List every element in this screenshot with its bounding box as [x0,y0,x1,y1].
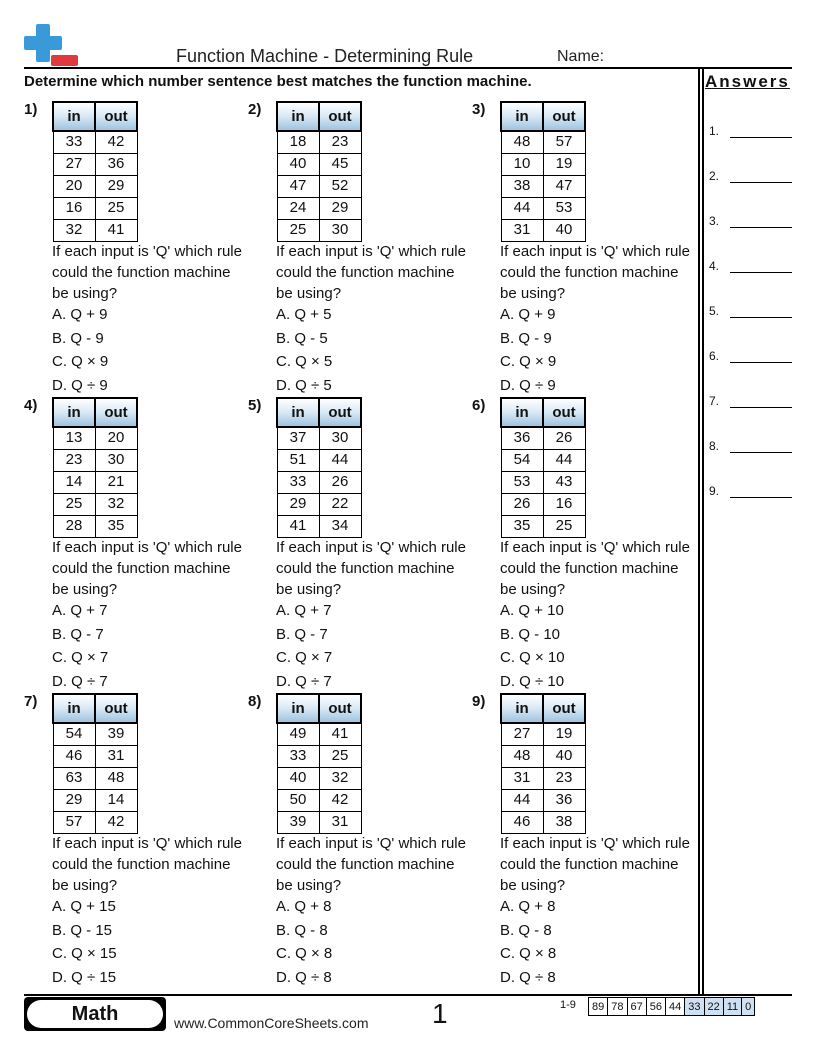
input-cell: 16 [53,197,95,219]
input-cell: 29 [277,493,319,515]
problem-number: 9) [472,693,486,710]
score-cell: 67 [627,998,646,1016]
website-url: www.CommonCoreSheets.com [174,1015,369,1031]
output-cell: 30 [319,427,361,449]
input-cell: 33 [277,471,319,493]
problem-number: 2) [248,101,262,118]
answer-blank[interactable] [709,304,793,318]
output-cell: 26 [319,471,361,493]
question-text: If each input is 'Q' which rule could the function machine be using? [500,539,690,598]
problem-number: 4) [24,397,38,414]
column-header: out [543,102,585,131]
table-row [501,449,585,471]
output-cell: 25 [543,515,585,537]
question-text: If each input is 'Q' which rule could the function machine be using? [500,243,690,302]
answer-blank[interactable] [709,349,793,363]
answer-choice: D. Q ÷ 10 [500,672,565,690]
table-row [53,427,137,449]
output-cell: 45 [319,153,361,175]
input-cell: 24 [277,197,319,219]
output-cell: 36 [95,153,137,175]
column-header: in [501,694,543,723]
function-table [276,397,362,538]
answer-choice: A. Q + 15 [52,898,116,915]
table-row [501,427,585,449]
column-header: out [95,102,137,131]
answer-line[interactable] [730,497,792,498]
table-row [277,471,361,493]
answer-blank[interactable] [709,439,793,453]
page-title: Function Machine - Determining Rule [176,46,474,66]
input-cell: 53 [501,471,543,493]
question-text: If each input is 'Q' which rule could the function machine be using? [52,835,242,894]
answer-choice: D. Q ÷ 9 [52,376,108,394]
table-row [277,427,361,449]
table-row [501,745,585,767]
input-cell: 10 [501,153,543,175]
table-row [53,789,137,811]
input-cell: 35 [501,515,543,537]
output-cell: 20 [95,427,137,449]
answer-number: 2. [709,169,720,183]
input-cell: 54 [501,449,543,471]
input-cell: 44 [501,789,543,811]
input-cell: 37 [277,427,319,449]
answer-choice: A. Q + 5 [276,306,332,323]
plus-minus-logo-icon [24,24,80,68]
input-cell: 51 [277,449,319,471]
table-row [501,493,585,515]
table-row [501,767,585,789]
column-header: out [319,398,361,427]
output-cell: 44 [543,449,585,471]
answer-choice: B. Q - 8 [500,921,552,939]
answer-choice: B. Q - 8 [276,921,328,939]
output-cell: 31 [95,745,137,767]
answer-number: 1. [709,124,720,138]
input-cell: 31 [501,219,543,241]
answer-blank[interactable] [709,259,793,273]
question-text: If each input is 'Q' which rule could the function machine be using? [500,835,690,894]
function-table [500,693,586,834]
output-cell: 44 [319,449,361,471]
table-row [53,175,137,197]
column-header: in [277,694,319,723]
function-table [276,693,362,834]
input-cell: 25 [277,219,319,241]
answer-choice: A. Q + 9 [500,306,556,323]
problem-number: 1) [24,101,38,118]
input-cell: 44 [501,197,543,219]
answer-line[interactable] [730,182,792,183]
table-row [277,515,361,537]
input-cell: 41 [277,515,319,537]
column-header: in [501,102,543,131]
answer-choice: B. Q - 9 [52,329,104,347]
output-cell: 35 [95,515,137,537]
answer-choice: D. Q ÷ 5 [276,376,332,394]
table-row [53,197,137,219]
input-cell: 32 [53,219,95,241]
column-header: in [53,694,95,723]
output-cell: 32 [95,493,137,515]
answer-choice: A. Q + 10 [500,602,564,619]
input-cell: 23 [53,449,95,471]
input-cell: 39 [277,811,319,833]
answer-line[interactable] [730,137,792,138]
output-cell: 40 [543,745,585,767]
input-cell: 28 [53,515,95,537]
input-cell: 46 [53,745,95,767]
table-row [53,811,137,833]
answer-line[interactable] [730,317,792,318]
input-cell: 49 [277,723,319,745]
input-cell: 46 [501,811,543,833]
table-row [501,175,585,197]
column-header: out [319,694,361,723]
table-row [53,723,137,745]
answer-choice: B. Q - 7 [276,625,328,643]
answer-choice: C. Q × 9 [500,353,557,370]
input-cell: 14 [53,471,95,493]
input-cell: 40 [277,767,319,789]
answer-choice: A. Q + 8 [276,898,332,915]
column-header: in [53,102,95,131]
output-cell: 43 [543,471,585,493]
answer-line[interactable] [730,227,792,228]
question-text: If each input is 'Q' which rule could the function machine be using? [52,539,242,598]
input-cell: 48 [501,745,543,767]
table-row [53,515,137,537]
answer-blank[interactable] [709,394,793,408]
column-header: out [543,694,585,723]
input-cell: 63 [53,767,95,789]
answer-choice: A. Q + 7 [276,602,332,619]
score-range-label: 1-9 [560,999,576,1011]
answer-choice: C. Q × 15 [52,945,117,962]
answer-line[interactable] [730,272,792,273]
score-cell: 44 [666,998,685,1016]
column-header: out [95,694,137,723]
answer-choice: C. Q × 5 [276,353,333,370]
question-text: If each input is 'Q' which rule could the function machine be using? [276,243,466,302]
answer-choice: D. Q ÷ 7 [276,672,332,690]
answer-choice: D. Q ÷ 15 [52,968,117,986]
output-cell: 14 [95,789,137,811]
output-cell: 41 [95,219,137,241]
output-cell: 48 [95,767,137,789]
input-cell: 33 [53,131,95,153]
problem-number: 3) [472,101,486,118]
question-text: If each input is 'Q' which rule could the function machine be using? [52,243,242,302]
input-cell: 26 [501,493,543,515]
column-header: in [277,102,319,131]
answer-blank[interactable] [709,484,793,498]
answer-blank[interactable] [709,214,793,228]
answer-number: 5. [709,304,720,318]
output-cell: 26 [543,427,585,449]
output-cell: 38 [543,811,585,833]
problem-number: 5) [248,397,262,414]
table-row [277,449,361,471]
table-row [501,811,585,833]
input-cell: 31 [501,767,543,789]
input-cell: 18 [277,131,319,153]
output-cell: 29 [319,197,361,219]
table-row [277,811,361,833]
answer-choice: C. Q × 8 [500,945,557,962]
column-header: in [277,398,319,427]
table-row [277,197,361,219]
output-cell: 42 [95,131,137,153]
input-cell: 25 [53,493,95,515]
answer-choice: A. Q + 7 [52,602,108,619]
header-divider [24,67,792,69]
footer-divider [24,994,792,996]
output-cell: 32 [319,767,361,789]
score-cell: 89 [589,998,608,1016]
answer-number: 3. [709,214,720,228]
input-cell: 27 [501,723,543,745]
answer-choice: B. Q - 10 [500,625,561,643]
answer-line[interactable] [730,452,792,453]
table-row [277,493,361,515]
answers-heading: Answers [705,72,790,91]
instructions: Determine which number sentence best matches the function machine. [24,73,532,90]
input-cell: 48 [501,131,543,153]
input-cell: 13 [53,427,95,449]
answer-choice: C. Q × 8 [276,945,333,962]
answer-choice: D. Q ÷ 8 [276,968,332,986]
input-cell: 40 [277,153,319,175]
answer-line[interactable] [730,407,792,408]
answer-choice: C. Q × 9 [52,353,109,370]
answer-column-divider [702,68,704,995]
output-cell: 21 [95,471,137,493]
column-header: in [53,398,95,427]
question-text: If each input is 'Q' which rule could the function machine be using? [276,539,466,598]
table-row [53,131,137,153]
table-row [501,153,585,175]
page-number: 1 [432,998,448,1029]
output-cell: 53 [543,197,585,219]
score-cell: 56 [646,998,665,1016]
table-row [53,471,137,493]
output-cell: 30 [95,449,137,471]
score-cell: 22 [704,998,723,1016]
output-cell: 47 [543,175,585,197]
output-cell: 34 [319,515,361,537]
table-row [277,175,361,197]
input-cell: 50 [277,789,319,811]
output-cell: 16 [543,493,585,515]
output-cell: 42 [95,811,137,833]
function-table [500,397,586,538]
output-cell: 57 [543,131,585,153]
table-row [53,449,137,471]
column-header: out [543,398,585,427]
table-row [277,723,361,745]
problem-number: 6) [472,397,486,414]
table-row [277,789,361,811]
table-row [501,515,585,537]
input-cell: 33 [277,745,319,767]
output-cell: 29 [95,175,137,197]
name-label: Name: [557,48,605,65]
table-row [501,131,585,153]
table-row [277,767,361,789]
output-cell: 22 [319,493,361,515]
function-table [276,101,362,242]
output-cell: 19 [543,723,585,745]
input-cell: 47 [277,175,319,197]
output-cell: 19 [543,153,585,175]
input-cell: 57 [53,811,95,833]
answer-blank[interactable] [709,169,793,183]
answer-blank[interactable] [709,124,793,138]
answer-choice: B. Q - 7 [52,625,104,643]
score-cell: 11 [723,998,741,1016]
subject-badge [24,997,166,1031]
answer-choice: D. Q ÷ 7 [52,672,108,690]
output-cell: 40 [543,219,585,241]
answer-number: 9. [709,484,720,498]
column-header: out [95,398,137,427]
input-cell: 20 [53,175,95,197]
output-cell: 23 [543,767,585,789]
table-row [53,153,137,175]
answer-choice: D. Q ÷ 8 [500,968,556,986]
answer-choice: B. Q - 9 [500,329,552,347]
input-cell: 38 [501,175,543,197]
answer-number: 8. [709,439,720,453]
score-cell: 0 [742,998,755,1016]
column-header: in [501,398,543,427]
table-row [53,745,137,767]
answer-choice: A. Q + 9 [52,306,108,323]
input-cell: 36 [501,427,543,449]
answer-choice: C. Q × 10 [500,649,565,666]
table-row [277,131,361,153]
table-row [277,745,361,767]
function-table [52,101,138,242]
question-text: If each input is 'Q' which rule could the function machine be using? [276,835,466,894]
output-cell: 25 [95,197,137,219]
problem-number: 7) [24,693,38,710]
table-row [53,219,137,241]
score-cell: 78 [608,998,627,1016]
answer-line[interactable] [730,362,792,363]
answer-choice: B. Q - 15 [52,921,113,939]
answer-column-divider [698,68,700,995]
input-cell: 27 [53,153,95,175]
function-table [52,397,138,538]
table-row [501,789,585,811]
table-row [501,723,585,745]
score-cell: 33 [685,998,704,1016]
problem-number: 8) [248,693,262,710]
function-table [500,101,586,242]
answer-number: 4. [709,259,720,273]
subject-label: Math [27,1000,163,1028]
table-row [53,493,137,515]
output-cell: 41 [319,723,361,745]
column-header: out [319,102,361,131]
table-row [277,219,361,241]
answer-number: 7. [709,394,720,408]
score-key [588,997,755,1016]
output-cell: 25 [319,745,361,767]
table-row [53,767,137,789]
answer-choice: B. Q - 5 [276,329,328,347]
output-cell: 42 [319,789,361,811]
output-cell: 39 [95,723,137,745]
output-cell: 52 [319,175,361,197]
function-table [52,693,138,834]
output-cell: 30 [319,219,361,241]
output-cell: 31 [319,811,361,833]
answer-choice: D. Q ÷ 9 [500,376,556,394]
input-cell: 54 [53,723,95,745]
output-cell: 23 [319,131,361,153]
answer-choice: C. Q × 7 [276,649,333,666]
answer-choice: C. Q × 7 [52,649,109,666]
table-row [501,219,585,241]
answer-choice: A. Q + 8 [500,898,556,915]
answer-number: 6. [709,349,720,363]
table-row [277,153,361,175]
table-row [501,471,585,493]
input-cell: 29 [53,789,95,811]
table-row [501,197,585,219]
output-cell: 36 [543,789,585,811]
